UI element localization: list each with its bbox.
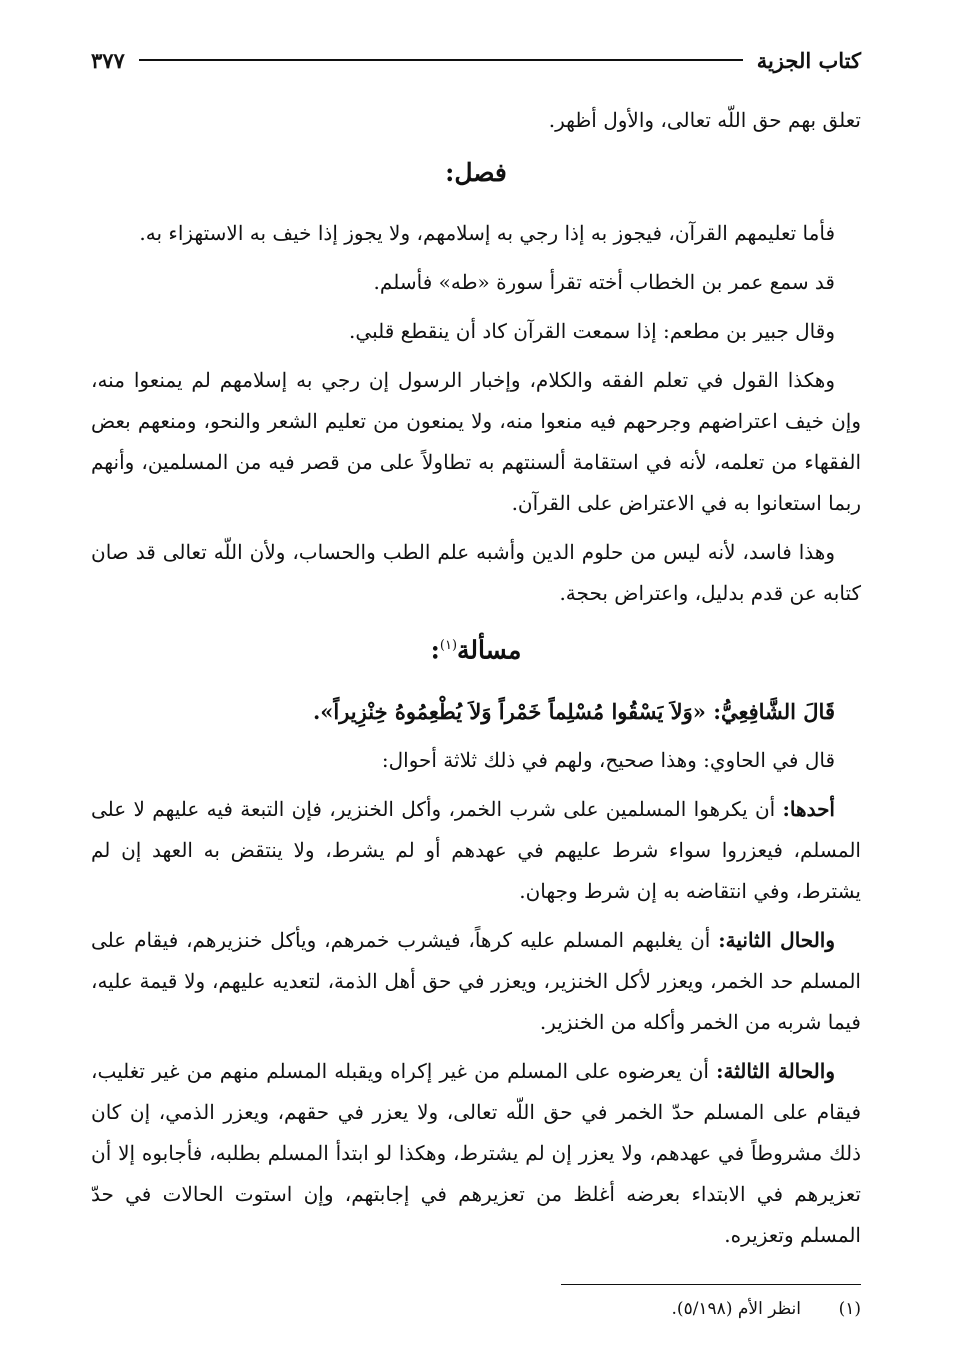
paragraph-jubayr: وقال جبير بن مطعم: إذا سمعت القرآن كاد أن ينقطع قلبي. [349,319,835,343]
paragraph-fiqh-kalam: وهكذا القول في تعلم الفقه والكلام، وإخبار الرسول إن رجي به إسلامهم لم يمنعوا منه، وإن خيف اعتراضهم وجرحهم فيه منعوا منه، ولا يمنعون من تعليم الشعر والنحو، ومنعهم بعض الفقهاء من تعلمه، لأنه في استقامة ألسنتهم به تطاولاً على من قصر فيه من المسلمين، وأنهم ربما استعانوا به في الاعتراض على القرآن. [91,368,861,515]
paragraph-state-three [91,1051,861,1256]
paragraph-umar: قد سمع عمر بن الخطاب أخته تقرأ سورة «طه» فأسلم. [373,270,835,294]
document-page [91,40,861,1323]
header-rule [139,59,743,61]
state-one-label: أحدها: [782,797,835,822]
state-two-label: والحال الثانية: [718,928,836,953]
paragraph-state-one [91,789,861,912]
footnote [91,1295,861,1323]
state-three-label: والحالة الثالثة: [716,1059,835,1084]
paragraph-continuation: تعلق بهم حق اللّه تعالى، والأول أظهر. [548,108,861,132]
state-two-text: أن يغلبهم المسلم عليه كرهاً، فيشرب خمرهم، ويأكل خنزيرهم، فيقام على المسلم حد الخمر، ويعزر لأكل الخنزير، ويعزر في حق أهل الذمة، لتعديه عليهم، ولا قيمة عليه، فيما شربه من الخمر وأكله من الخنزير. [91,928,861,1035]
paragraph-refutation: وهذا فاسد، لأنه ليس من حلوم الدين وأشبه علم الطب والحساب، ولأن اللّه تعالى قد صان كتابه عن قدم بدليل، واعتراض بحجة. [91,540,861,605]
footnote-text: انظر الأم (٥/١٩٨). [671,1299,801,1320]
footnote-rule [561,1284,861,1285]
state-one-text: أن يكرهوا المسلمين على شرب الخمر، وأكل الخنزير، فإن التبعة فيه عليهم لا على المسلم، فيعزروا سواء شرط عليهم في عهدهم أو لم يشرط، ولا ينتقض به العهد إن لم يشترط، وفي انتقاضه به إن شرط وجهان. [91,797,861,904]
shafii-quote: قَالَ الشَّافِعِيُّ: «وَلاَ يَسْقُوا مُسْلِماً خَمْراً وَلاَ يُطْعِمُوهُ خِنْزِيراً». [312,699,835,725]
state-three-text: أن يعرضوه على المسلم من غير إكراه ويقبله المسلم منهم من غير تغليب، فيقام على المسلم حدّ الخمر في حق اللّه تعالى، ولا يعزر في حقهم، ويعزر الذمي، إن كان ذلك مشروطاً في عهدهم، ولا يعزر إن لم يشترط، وهكذا لو ابتدأ المسلم بطلبه، فأجابوه إلا أن تعزيرهم في الابتداء بعرضه أغلظ من تعزيرهم في إجابتهم، وإن استوت الحالات في حدّ المسلم وتعزيره. [91,1059,861,1248]
masala-title: مسألة [457,635,522,665]
section-heading-masala [91,624,861,672]
page-number: ٣٧٧ [91,47,125,73]
masala-colon: : [430,635,440,665]
paragraph-hawi: قال في الحاوي: وهذا صحيح، ولهم في ذلك ثلاثة أحوال: [381,748,835,773]
running-header [91,40,861,80]
footnote-mark: (١) [838,1299,861,1320]
section-heading-fasl: فصل: [445,158,507,187]
paragraph-state-two [91,920,861,1043]
footnote-reference: (١) [439,638,458,653]
paragraph-teaching-quran: فأما تعليمهم القرآن، فيجوز به إذا رجي به إسلامهم، ولا يجوز إذا خيف به الاستهزاء به. [139,221,835,245]
book-title: كتاب الجزية [756,47,861,73]
